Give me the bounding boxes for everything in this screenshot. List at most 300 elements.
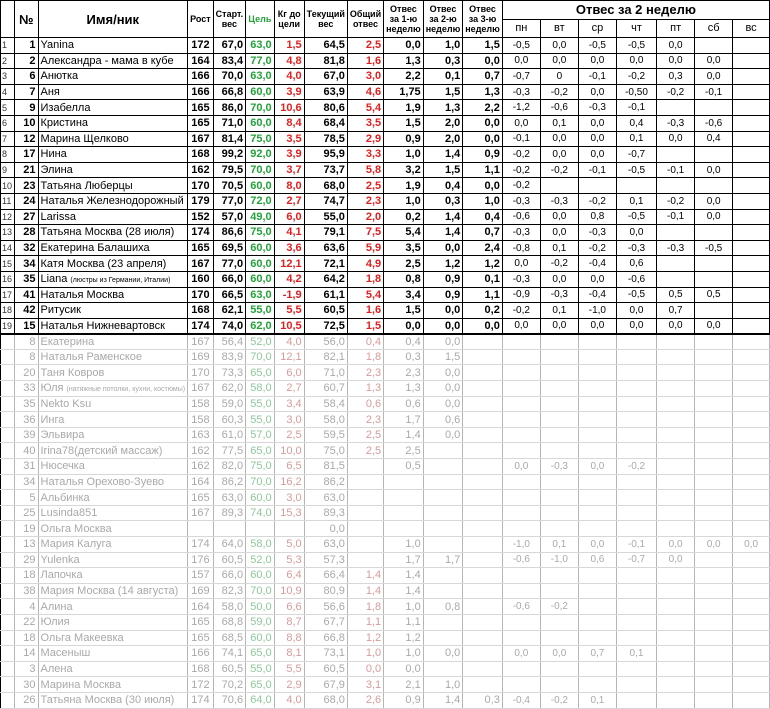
height-cell[interactable]: 169 [188,349,214,365]
daily-loss-cell[interactable] [733,552,770,568]
week1-cell[interactable]: 1,5 [384,303,424,319]
daily-loss-cell[interactable] [578,630,616,646]
total-loss-cell[interactable]: 2,3 [347,193,383,209]
table-row[interactable] [1,193,770,209]
week3-cell[interactable] [463,381,503,397]
week1-cell[interactable]: 0,9 [384,692,424,708]
goal-cell[interactable]: 52,0 [246,552,275,568]
week1-cell[interactable] [384,521,424,537]
table-row[interactable] [1,53,770,69]
daily-loss-cell[interactable] [657,349,695,365]
kg-to-goal-cell[interactable]: 8,1 [274,646,304,662]
daily-loss-cell[interactable] [657,412,695,428]
current-weight-cell[interactable]: 80,9 [304,583,347,599]
daily-loss-cell[interactable]: 0,0 [733,537,770,553]
table-row[interactable] [1,443,770,459]
participant-number-cell[interactable]: 18 [15,630,38,646]
daily-loss-cell[interactable] [578,521,616,537]
daily-loss-cell[interactable] [540,396,578,412]
goal-cell[interactable]: 60,0 [246,630,275,646]
current-weight-cell[interactable]: 63,6 [304,240,347,256]
kg-to-goal-cell[interactable]: 3,9 [274,84,304,100]
current-weight-cell[interactable]: 73,7 [304,162,347,178]
daily-loss-cell[interactable]: -0,2 [540,599,578,615]
daily-loss-cell[interactable] [616,521,656,537]
participant-name-cell[interactable] [38,614,188,630]
total-loss-cell[interactable]: 5,4 [347,287,383,303]
row-index-cell[interactable]: 6 [1,115,15,131]
height-cell[interactable]: 157 [188,568,214,584]
week2-cell[interactable]: 0,4 [423,178,463,194]
daily-loss-cell[interactable]: -0,3 [657,240,695,256]
current-weight-cell[interactable]: 64,5 [304,38,347,54]
daily-loss-cell[interactable] [733,490,770,506]
week3-cell[interactable] [463,677,503,693]
week2-cell[interactable] [423,474,463,490]
participant-number-cell[interactable]: 1 [15,38,38,54]
participant-number-cell[interactable]: 14 [15,646,38,662]
goal-cell[interactable]: 70,0 [246,349,275,365]
daily-loss-cell[interactable]: -0,5 [616,209,656,225]
week1-cell[interactable]: 0,0 [384,661,424,677]
goal-cell[interactable]: 65,0 [246,677,275,693]
daily-loss-cell[interactable] [695,365,733,381]
row-index-cell[interactable] [1,630,15,646]
table-row[interactable] [1,505,770,521]
table-row[interactable] [1,614,770,630]
total-loss-cell[interactable]: 1,4 [347,568,383,584]
participant-name-cell[interactable] [38,396,188,412]
week1-cell[interactable]: 0,0 [384,318,424,334]
goal-cell[interactable]: 70,0 [246,162,275,178]
participant-number-cell[interactable]: 19 [15,521,38,537]
row-index-cell[interactable] [1,661,15,677]
week1-cell[interactable]: 0,0 [384,38,424,54]
kg-to-goal-cell[interactable]: 8,4 [274,115,304,131]
total-loss-cell[interactable]: 1,1 [347,614,383,630]
start-weight-cell[interactable]: 82,0 [213,459,245,475]
week2-cell[interactable]: 1,4 [423,225,463,241]
start-weight-cell[interactable]: 82,3 [213,583,245,599]
total-loss-cell[interactable]: 1,5 [347,318,383,334]
header-week3[interactable]: Отвес за 3-ю неделю [463,1,503,38]
current-weight-cell[interactable]: 78,5 [304,131,347,147]
daily-loss-cell[interactable] [502,427,540,443]
daily-loss-cell[interactable] [578,490,616,506]
daily-loss-cell[interactable] [657,178,695,194]
week2-cell[interactable]: 0,0 [423,427,463,443]
header-day-thu[interactable]: чт [616,19,656,38]
daily-loss-cell[interactable]: -0,2 [502,303,540,319]
table-row[interactable] [1,459,770,475]
row-index-cell[interactable]: 7 [1,131,15,147]
start-weight-cell[interactable]: 71,0 [213,115,245,131]
participant-number-cell[interactable]: 36 [15,412,38,428]
total-loss-cell[interactable] [347,474,383,490]
daily-loss-cell[interactable]: 0,0 [616,318,656,334]
current-weight-cell[interactable]: 75,0 [304,443,347,459]
daily-loss-cell[interactable] [540,661,578,677]
daily-loss-cell[interactable] [502,381,540,397]
total-loss-cell[interactable]: 0,6 [347,396,383,412]
daily-loss-cell[interactable] [695,599,733,615]
participant-name-cell[interactable] [38,100,188,116]
height-cell[interactable]: 166 [188,646,214,662]
daily-loss-cell[interactable]: 0,1 [540,537,578,553]
daily-loss-cell[interactable] [695,552,733,568]
kg-to-goal-cell[interactable]: 3,6 [274,240,304,256]
week3-cell[interactable]: 0,1 [463,271,503,287]
daily-loss-cell[interactable] [695,396,733,412]
daily-loss-cell[interactable] [616,599,656,615]
daily-loss-cell[interactable]: -0,5 [695,240,733,256]
week3-cell[interactable]: 1,2 [463,256,503,272]
goal-cell[interactable]: 77,0 [246,53,275,69]
participant-number-cell[interactable]: 30 [15,677,38,693]
row-index-cell[interactable] [1,599,15,615]
daily-loss-cell[interactable] [578,365,616,381]
row-index-cell[interactable] [1,334,15,350]
daily-loss-cell[interactable] [616,427,656,443]
header-name[interactable]: Имя/ник [38,1,188,38]
current-weight-cell[interactable]: 68,0 [304,692,347,708]
daily-loss-cell[interactable] [657,583,695,599]
daily-loss-cell[interactable]: 0,0 [657,131,695,147]
week1-cell[interactable]: 1,0 [384,599,424,615]
participant-number-cell[interactable]: 22 [15,614,38,630]
table-row[interactable] [1,115,770,131]
daily-loss-cell[interactable] [657,100,695,116]
daily-loss-cell[interactable]: 0,4 [616,115,656,131]
start-weight-cell[interactable] [213,521,245,537]
total-loss-cell[interactable]: 4,6 [347,84,383,100]
daily-loss-cell[interactable] [502,630,540,646]
participant-number-cell[interactable]: 27 [15,209,38,225]
participant-name-cell[interactable] [38,583,188,599]
week1-cell[interactable] [384,474,424,490]
daily-loss-cell[interactable]: -0,7 [502,69,540,85]
daily-loss-cell[interactable] [733,692,770,708]
header-day-wed[interactable]: ср [578,19,616,38]
kg-to-goal-cell[interactable]: 6,6 [274,599,304,615]
daily-loss-cell[interactable] [733,427,770,443]
daily-loss-cell[interactable] [616,474,656,490]
total-loss-cell[interactable]: 3,3 [347,147,383,163]
row-index-cell[interactable] [1,692,15,708]
daily-loss-cell[interactable] [695,614,733,630]
height-cell[interactable]: 172 [188,38,214,54]
row-index-cell[interactable] [1,583,15,599]
week1-cell[interactable]: 2,2 [384,69,424,85]
week3-cell[interactable]: 1,3 [463,84,503,100]
week2-cell[interactable]: 0,0 [423,334,463,350]
week2-cell[interactable] [423,661,463,677]
current-weight-cell[interactable]: 79,1 [304,225,347,241]
start-weight-cell[interactable]: 57,0 [213,209,245,225]
week1-cell[interactable]: 0,6 [384,396,424,412]
kg-to-goal-cell[interactable]: 8,7 [274,614,304,630]
daily-loss-cell[interactable]: 0,1 [616,193,656,209]
kg-to-goal-cell[interactable]: 3,5 [274,131,304,147]
start-weight-cell[interactable]: 77,0 [213,256,245,272]
current-weight-cell[interactable]: 66,4 [304,568,347,584]
start-weight-cell[interactable]: 86,2 [213,474,245,490]
kg-to-goal-cell[interactable]: 4,0 [274,69,304,85]
daily-loss-cell[interactable] [733,474,770,490]
week1-cell[interactable]: 1,9 [384,178,424,194]
week2-cell[interactable]: 1,0 [423,677,463,693]
total-loss-cell[interactable] [347,537,383,553]
daily-loss-cell[interactable]: 0,7 [578,646,616,662]
week3-cell[interactable]: 0,0 [463,318,503,334]
daily-loss-cell[interactable] [502,396,540,412]
daily-loss-cell[interactable]: -0,2 [657,193,695,209]
current-weight-cell[interactable]: 56,0 [304,334,347,350]
daily-loss-cell[interactable]: 0,1 [616,646,656,662]
daily-loss-cell[interactable]: 0,0 [695,209,733,225]
week2-cell[interactable] [423,568,463,584]
table-row[interactable] [1,162,770,178]
participant-name-cell[interactable] [38,69,188,85]
height-cell[interactable]: 165 [188,100,214,116]
total-loss-cell[interactable]: 2,0 [347,209,383,225]
total-loss-cell[interactable]: 2,3 [347,365,383,381]
current-weight-cell[interactable]: 63,0 [304,490,347,506]
daily-loss-cell[interactable] [695,412,733,428]
total-loss-cell[interactable]: 1,2 [347,630,383,646]
week1-cell[interactable] [384,490,424,506]
daily-loss-cell[interactable]: -0,5 [502,38,540,54]
daily-loss-cell[interactable] [502,334,540,350]
daily-loss-cell[interactable] [657,443,695,459]
daily-loss-cell[interactable] [616,505,656,521]
goal-cell[interactable]: 60,0 [246,256,275,272]
daily-loss-cell[interactable] [733,271,770,287]
height-cell[interactable]: 160 [188,271,214,287]
start-weight-cell[interactable]: 62,1 [213,303,245,319]
row-index-cell[interactable]: 14 [1,240,15,256]
week2-cell[interactable]: 2,0 [423,131,463,147]
start-weight-cell[interactable]: 86,0 [213,100,245,116]
participant-number-cell[interactable]: 8 [15,349,38,365]
kg-to-goal-cell[interactable]: 4,1 [274,225,304,241]
daily-loss-cell[interactable] [540,349,578,365]
week1-cell[interactable]: 1,3 [384,381,424,397]
table-row[interactable] [1,131,770,147]
kg-to-goal-cell[interactable]: 2,7 [274,193,304,209]
participant-name-cell[interactable] [38,38,188,54]
daily-loss-cell[interactable]: -0,5 [616,162,656,178]
daily-loss-cell[interactable]: -0,2 [540,162,578,178]
participant-name-cell[interactable] [38,365,188,381]
week1-cell[interactable]: 0,5 [384,459,424,475]
participant-number-cell[interactable]: 34 [15,474,38,490]
kg-to-goal-cell[interactable]: 5,0 [274,537,304,553]
daily-loss-cell[interactable] [733,349,770,365]
daily-loss-cell[interactable] [733,131,770,147]
week3-cell[interactable] [463,505,503,521]
kg-to-goal-cell[interactable]: 5,3 [274,552,304,568]
daily-loss-cell[interactable] [502,677,540,693]
goal-cell[interactable]: 60,0 [246,240,275,256]
participant-name-cell[interactable] [38,537,188,553]
week3-cell[interactable] [463,490,503,506]
start-weight-cell[interactable]: 56,4 [213,334,245,350]
daily-loss-cell[interactable]: -0,2 [578,240,616,256]
daily-loss-cell[interactable] [733,443,770,459]
current-weight-cell[interactable]: 57,3 [304,552,347,568]
height-cell[interactable]: 174 [188,318,214,334]
kg-to-goal-cell[interactable]: 6,0 [274,365,304,381]
current-weight-cell[interactable]: 0,0 [304,521,347,537]
daily-loss-cell[interactable] [616,381,656,397]
current-weight-cell[interactable]: 59,5 [304,427,347,443]
daily-loss-cell[interactable] [578,505,616,521]
row-index-cell[interactable]: 13 [1,225,15,241]
participant-name-cell[interactable] [38,349,188,365]
daily-loss-cell[interactable]: 0 [540,69,578,85]
daily-loss-cell[interactable] [616,490,656,506]
week1-cell[interactable]: 2,5 [384,443,424,459]
daily-loss-cell[interactable] [657,365,695,381]
daily-loss-cell[interactable] [733,334,770,350]
row-index-cell[interactable] [1,537,15,553]
daily-loss-cell[interactable] [578,381,616,397]
week1-cell[interactable]: 1,4 [384,427,424,443]
daily-loss-cell[interactable]: 0,0 [502,256,540,272]
daily-loss-cell[interactable] [695,38,733,54]
start-weight-cell[interactable]: 66,0 [213,271,245,287]
kg-to-goal-cell[interactable] [274,521,304,537]
week1-cell[interactable]: 1,5 [384,115,424,131]
start-weight-cell[interactable]: 67,0 [213,38,245,54]
total-loss-cell[interactable]: 7,5 [347,225,383,241]
header-week2[interactable]: Отвес за 2-ю неделю [423,1,463,38]
current-weight-cell[interactable]: 67,0 [304,69,347,85]
participant-number-cell[interactable]: 40 [15,443,38,459]
daily-loss-cell[interactable]: -0,5 [616,38,656,54]
table-row[interactable] [1,256,770,272]
daily-loss-cell[interactable] [733,287,770,303]
start-weight-cell[interactable]: 74,1 [213,646,245,662]
daily-loss-cell[interactable]: 0,6 [578,552,616,568]
daily-loss-cell[interactable] [540,334,578,350]
height-cell[interactable]: 166 [188,84,214,100]
daily-loss-cell[interactable] [616,365,656,381]
daily-loss-cell[interactable] [733,630,770,646]
table-row[interactable] [1,38,770,54]
daily-loss-cell[interactable]: -0,4 [502,692,540,708]
daily-loss-cell[interactable] [695,427,733,443]
daily-loss-cell[interactable] [733,521,770,537]
header-start-weight[interactable]: Старт. вес [213,1,245,38]
table-row[interactable] [1,334,770,350]
daily-loss-cell[interactable] [657,381,695,397]
table-row[interactable] [1,240,770,256]
table-row[interactable] [1,583,770,599]
table-row[interactable] [1,178,770,194]
participant-name-cell[interactable] [38,225,188,241]
row-index-cell[interactable]: 15 [1,256,15,272]
row-index-cell[interactable] [1,396,15,412]
total-loss-cell[interactable]: 1,6 [347,303,383,319]
daily-loss-cell[interactable] [695,677,733,693]
start-weight-cell[interactable]: 73,3 [213,365,245,381]
daily-loss-cell[interactable] [502,583,540,599]
current-weight-cell[interactable]: 86,2 [304,474,347,490]
kg-to-goal-cell[interactable]: 2,7 [274,381,304,397]
daily-loss-cell[interactable] [502,614,540,630]
week3-cell[interactable] [463,646,503,662]
participant-name-cell[interactable] [38,287,188,303]
kg-to-goal-cell[interactable]: 5,5 [274,661,304,677]
daily-loss-cell[interactable] [695,349,733,365]
participant-name-cell[interactable] [38,443,188,459]
daily-loss-cell[interactable]: -0,2 [616,459,656,475]
week3-cell[interactable] [463,396,503,412]
daily-loss-cell[interactable]: 0,0 [578,147,616,163]
goal-cell[interactable]: 75,0 [246,459,275,475]
week3-cell[interactable]: 0,9 [463,147,503,163]
week2-cell[interactable] [423,614,463,630]
daily-loss-cell[interactable] [616,568,656,584]
daily-loss-cell[interactable]: -0,6 [540,100,578,116]
daily-loss-cell[interactable]: 0,1 [578,692,616,708]
daily-loss-cell[interactable]: 0,5 [695,287,733,303]
daily-loss-cell[interactable] [733,459,770,475]
current-weight-cell[interactable]: 81,5 [304,459,347,475]
daily-loss-cell[interactable]: 0,0 [540,209,578,225]
week2-cell[interactable]: 1,5 [423,84,463,100]
row-index-cell[interactable] [1,412,15,428]
current-weight-cell[interactable]: 68,4 [304,115,347,131]
daily-loss-cell[interactable]: 0,0 [502,646,540,662]
participant-name-cell[interactable] [38,147,188,163]
daily-loss-cell[interactable] [616,349,656,365]
total-loss-cell[interactable]: 3,1 [347,677,383,693]
participant-number-cell[interactable]: 5 [15,490,38,506]
goal-cell[interactable]: 52,0 [246,334,275,350]
header-current-weight[interactable]: Текущий вес [304,1,347,38]
goal-cell[interactable]: 55,0 [246,303,275,319]
total-loss-cell[interactable]: 3,5 [347,115,383,131]
kg-to-goal-cell[interactable]: 4,0 [274,692,304,708]
daily-loss-cell[interactable] [578,396,616,412]
daily-loss-cell[interactable]: 0,0 [502,115,540,131]
daily-loss-cell[interactable]: -0,2 [540,692,578,708]
start-weight-cell[interactable]: 89,3 [213,505,245,521]
week2-cell[interactable] [423,537,463,553]
week1-cell[interactable]: 1,7 [384,552,424,568]
total-loss-cell[interactable]: 0,4 [347,334,383,350]
kg-to-goal-cell[interactable]: 12,1 [274,256,304,272]
total-loss-cell[interactable]: 2,5 [347,38,383,54]
daily-loss-cell[interactable] [733,318,770,334]
table-row[interactable] [1,84,770,100]
daily-loss-cell[interactable]: 0,0 [578,459,616,475]
daily-loss-cell[interactable]: -0,3 [540,193,578,209]
participant-number-cell[interactable]: 42 [15,303,38,319]
current-weight-cell[interactable]: 95,9 [304,147,347,163]
daily-loss-cell[interactable] [733,365,770,381]
total-loss-cell[interactable] [347,552,383,568]
participant-name-cell[interactable] [38,521,188,537]
row-index-cell[interactable] [1,614,15,630]
week1-cell[interactable]: 2,5 [384,256,424,272]
participant-name-cell[interactable] [38,303,188,319]
total-loss-cell[interactable]: 2,5 [347,427,383,443]
height-cell[interactable]: 167 [188,256,214,272]
